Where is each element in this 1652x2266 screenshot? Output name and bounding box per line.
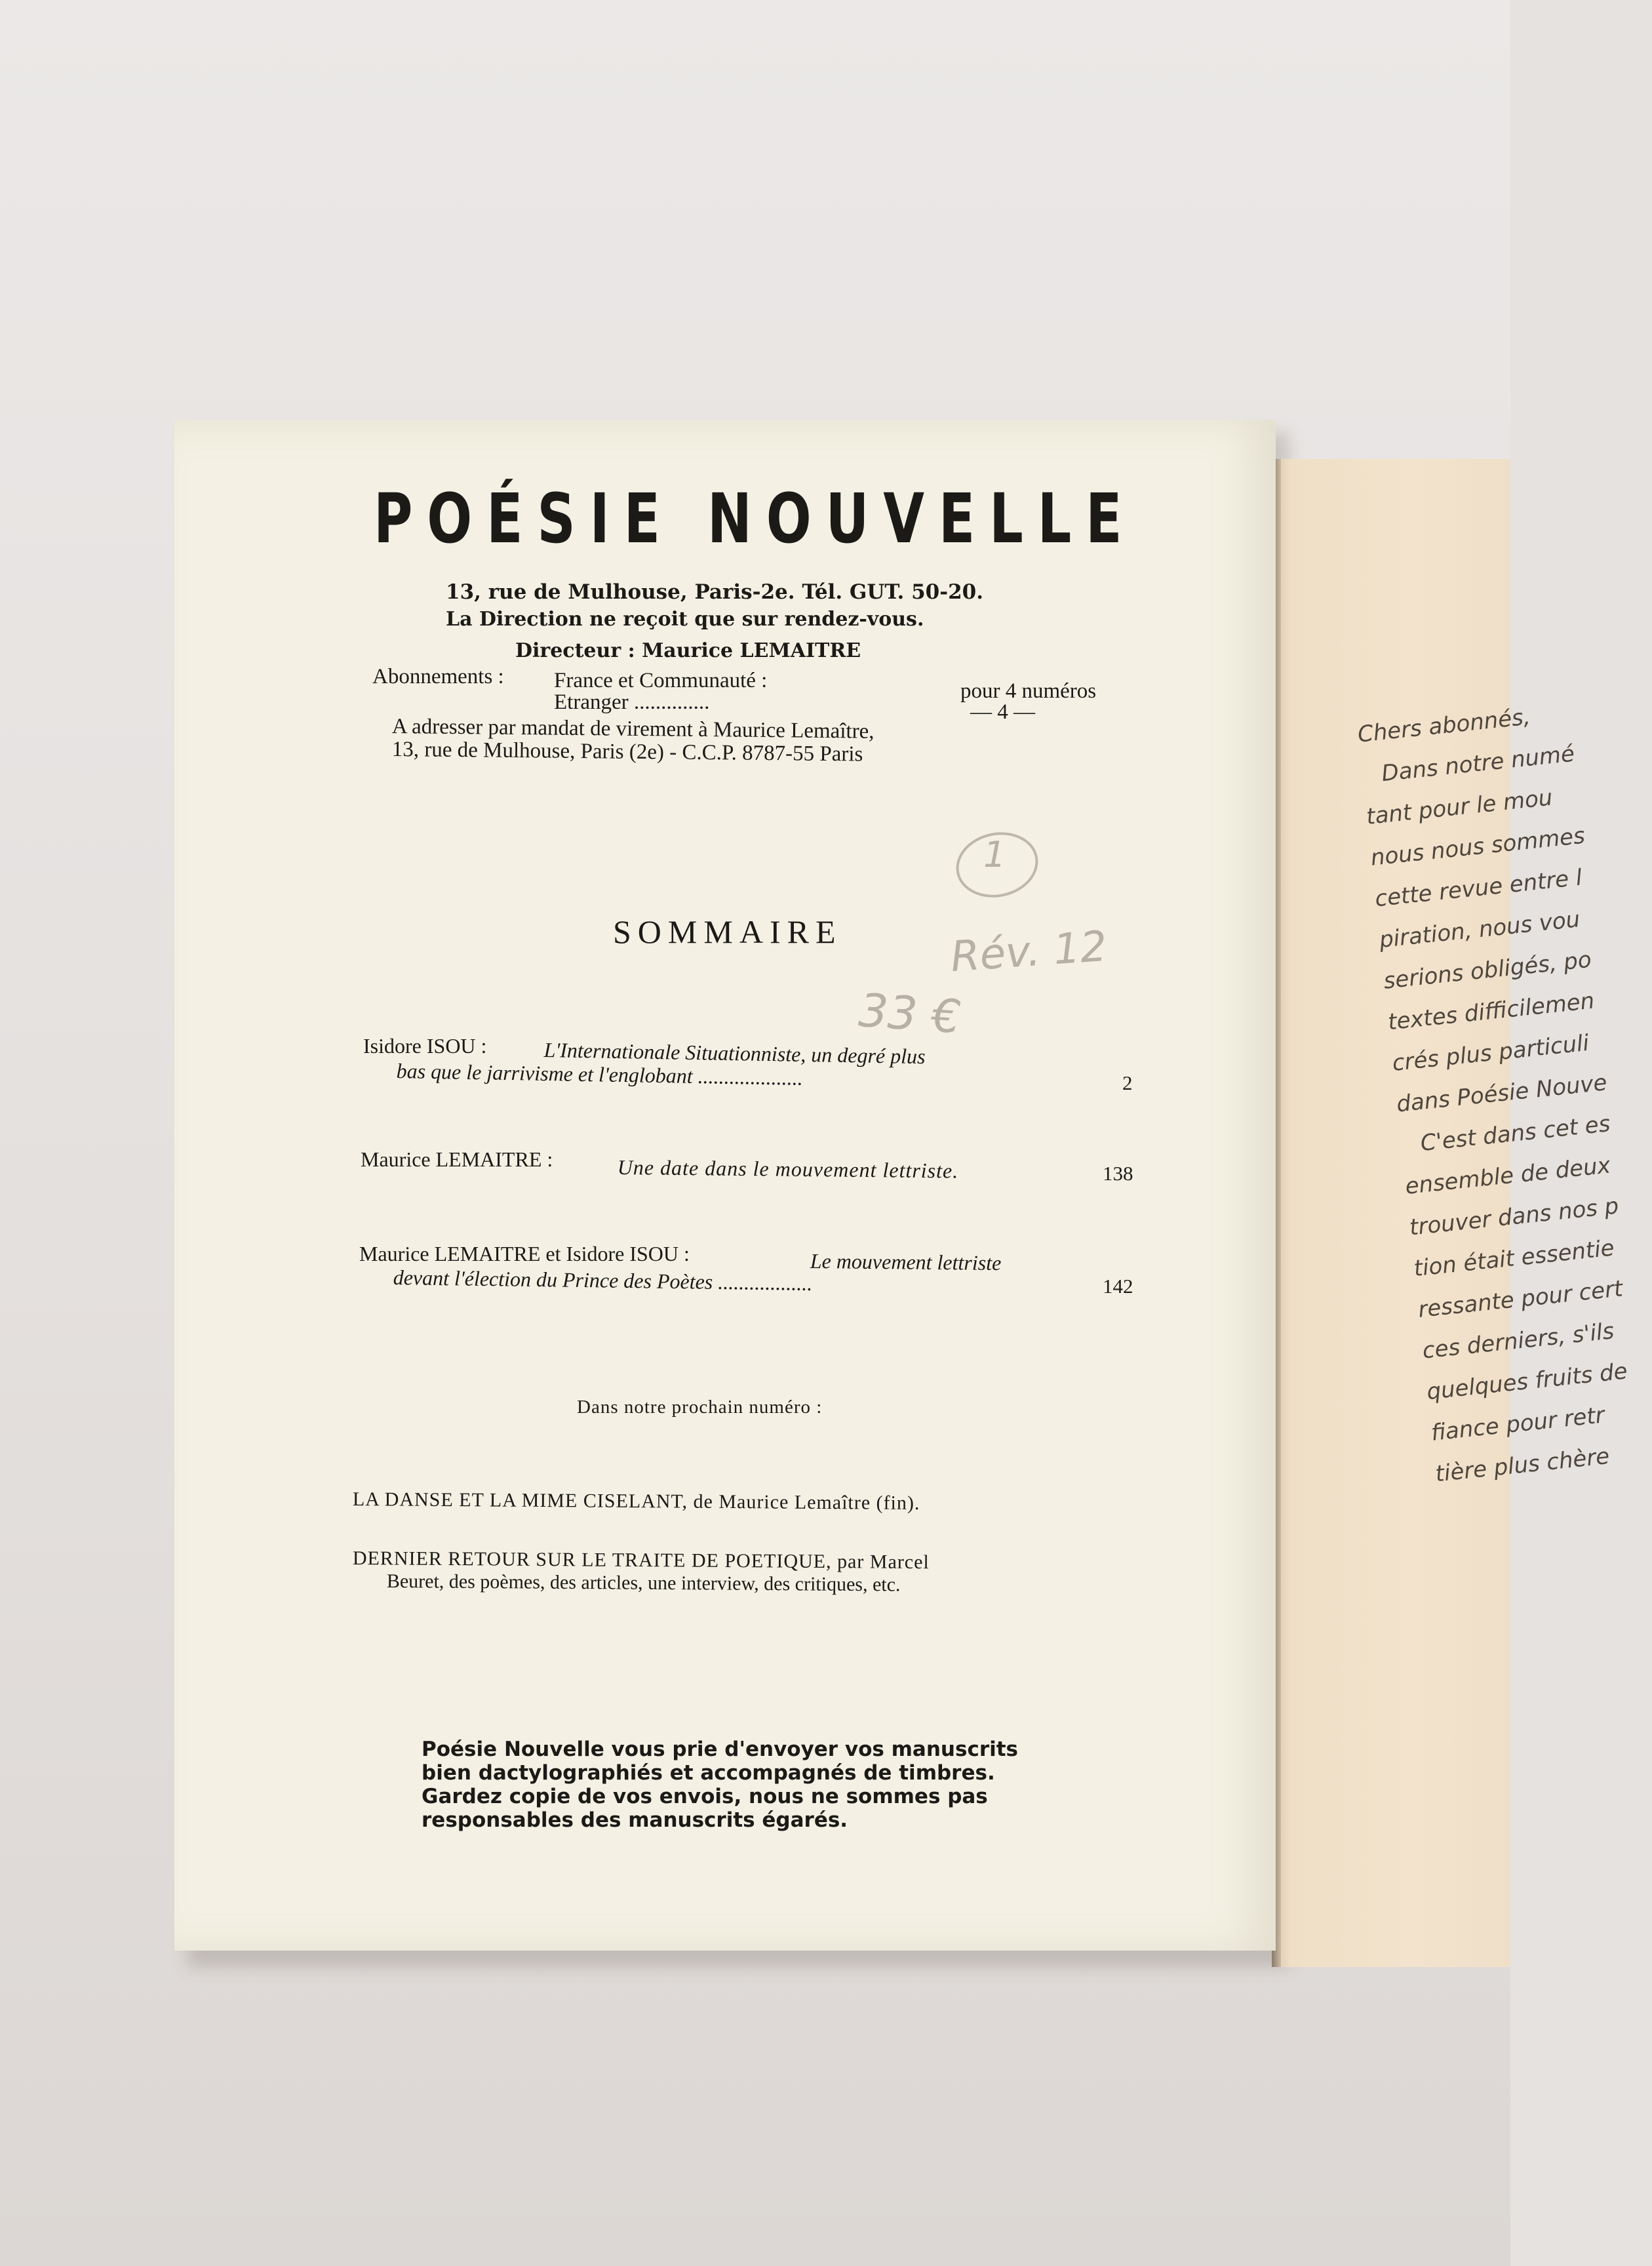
toc-title: Le mouvement lettriste [810, 1249, 1002, 1275]
toc-author: Maurice LEMAITRE et Isidore ISOU : [359, 1242, 690, 1265]
letter-line: piration, nous vou [1378, 906, 1582, 953]
subscriptions-france: France et Communauté : [554, 669, 768, 692]
next-issue-heading: Dans notre prochain numéro : [577, 1397, 823, 1418]
toc-title: Une date dans le mouvement lettriste. [617, 1155, 959, 1183]
letter-line: cette revue entre l [1373, 864, 1584, 913]
letter-line: textes difficilemen [1386, 987, 1596, 1036]
subscriptions-address: 13, rue de Mulhouse, Paris (2e) - C.C.P. 8787-55 Paris [391, 738, 863, 766]
address-line: 13, rue de Mulhouse, Paris-2e. Tél. GUT. 50-20. [446, 580, 984, 604]
facing-page-letter [1356, 693, 1646, 1496]
letter-line: ressante pour cert [1417, 1275, 1624, 1323]
toc-page-number: 142 [1103, 1275, 1133, 1298]
letter-line: Dans notre numé [1380, 740, 1576, 787]
toc-page-number: 138 [1103, 1162, 1133, 1185]
next-issue-item: Beuret, des poèmes, des articles, une interview, des critiques, etc. [386, 1570, 901, 1596]
next-issue-item: DERNIER RETOUR SUR LE TRAITE DE POETIQUE, par Marcel [352, 1547, 930, 1574]
letter-line: tion était essentie [1412, 1235, 1616, 1282]
letter-line: Chers abonnés, [1356, 704, 1532, 748]
letter-line: tant pour le mou [1365, 784, 1554, 831]
notice-line: Gardez copie de vos envois, nous ne sommes pas [422, 1785, 988, 1808]
subscriptions-label: Abonnements : [372, 665, 504, 688]
toc-title: bas que le jarrivisme et l'englobant .................... [396, 1059, 804, 1090]
letter-line: serions obligés, po [1382, 946, 1593, 995]
toc-title: L'Internationale Situationniste, un degré plus [543, 1038, 926, 1069]
letter-line: C'est dans cet es [1419, 1110, 1612, 1157]
sommaire-heading: SOMMAIRE [613, 913, 842, 950]
letter-line: ensemble de deux [1404, 1152, 1612, 1200]
pencil-note: Rév. 12 [949, 922, 1109, 982]
notice-line: responsables des manuscrits égarés. [422, 1808, 848, 1832]
letter-line: quelques fruits de [1425, 1358, 1629, 1406]
pencil-circled-number: 1 [983, 834, 1006, 875]
toc-author: Isidore ISOU : [363, 1034, 487, 1058]
subscriptions-pour: pour 4 numéros [960, 679, 1097, 703]
subscriptions-etranger: Etranger .............. [554, 690, 710, 714]
facing-page [1272, 459, 1629, 1967]
letter-line: trouver dans nos p [1408, 1193, 1621, 1241]
letter-line: nous nous sommes [1369, 822, 1586, 871]
letter-line: ces derniers, s'ils [1421, 1318, 1616, 1364]
director-line: Directeur : Maurice LEMAITRE [515, 639, 861, 662]
direction-line: La Direction ne reçoit que sur rendez-vous. [446, 608, 924, 631]
letter-line: tière plus chère [1434, 1442, 1611, 1488]
next-issue-item: LA DANSE ET LA MIME CISELANT, de Maurice Lemaître (fin). [352, 1488, 920, 1515]
masthead-title: POÉSIE NOUVELLE [374, 479, 1137, 559]
pencil-price: 33 € [857, 983, 963, 1044]
subscriptions-adresser: A adresser par mandat de virement à Maurice Lemaître, [391, 715, 875, 744]
toc-title: devant l'élection du Prince des Poètes .................. [393, 1265, 813, 1295]
letter-line: fiance pour retr [1430, 1402, 1606, 1446]
manuscripts-notice [422, 1738, 1018, 1832]
notice-line: Poésie Nouvelle vous prie d'envoyer vos manuscrits [422, 1738, 1019, 1761]
letter-line: crés plus particuli [1390, 1029, 1590, 1077]
toc-page-number: 2 [1122, 1071, 1133, 1094]
subscriptions-dash: — 4 — [970, 700, 1035, 724]
notice-line: bien dactylographiés et accompagnés de timbres. [422, 1761, 995, 1785]
toc-author: Maurice LEMAITRE : [361, 1147, 553, 1171]
letter-line: dans Poésie Nouve [1395, 1069, 1609, 1118]
